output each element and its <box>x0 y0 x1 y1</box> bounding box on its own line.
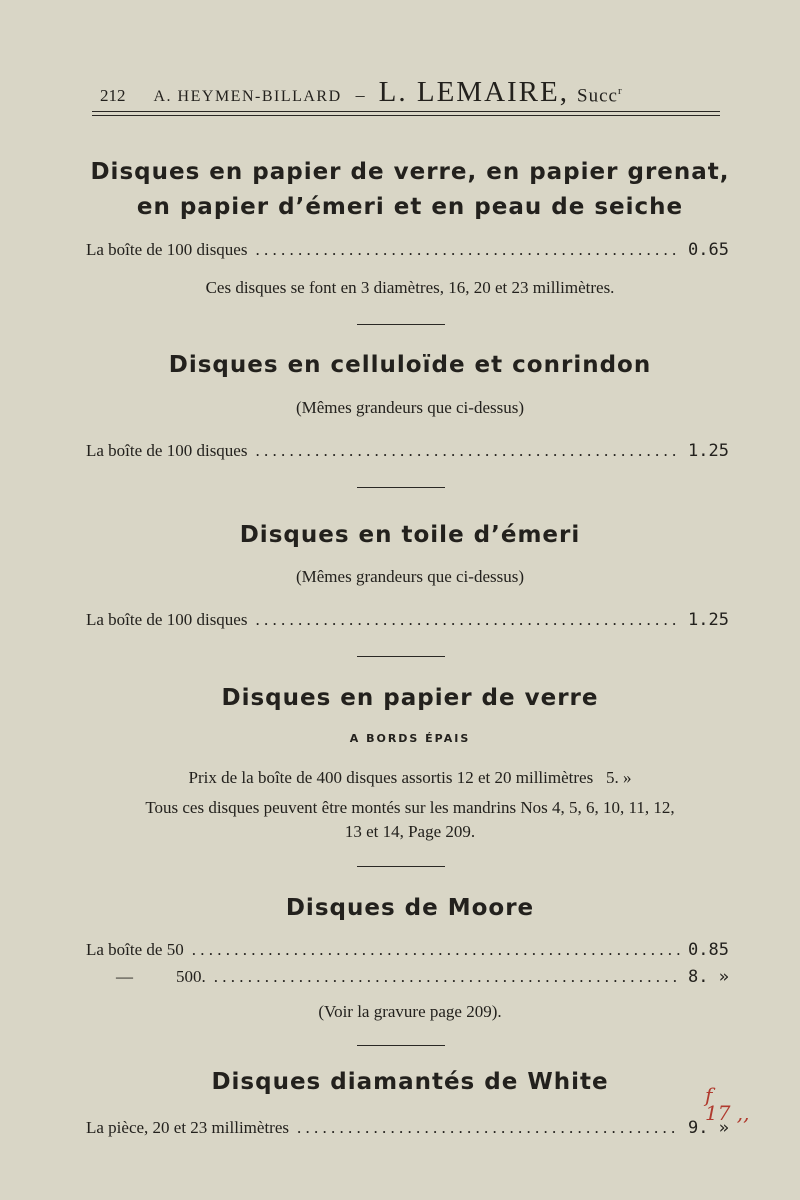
price-row <box>86 940 729 960</box>
header-rule <box>92 115 720 116</box>
header-succ <box>577 85 623 107</box>
leader-dots <box>297 1118 680 1138</box>
section-divider <box>357 1045 445 1046</box>
row-label: La pièce, 20 et 23 millimètres <box>86 1118 289 1137</box>
section-title: Disques en papier de verre, en papier grenat, <box>90 159 730 185</box>
row-price: 1.25 <box>688 610 729 630</box>
section-divider <box>357 324 445 325</box>
section-note: (Voir la gravure page 209). <box>318 1002 502 1021</box>
row-label: La boîte de 100 disques <box>86 610 248 629</box>
running-header <box>100 76 720 109</box>
section-title: en papier d’émeri et en peau de seiche <box>136 194 684 220</box>
header-separator: – <box>355 85 365 105</box>
row-price: 8. » <box>688 967 729 987</box>
row-price: 0.65 <box>688 240 729 260</box>
leader-dots <box>255 240 680 260</box>
section-divider <box>357 866 445 867</box>
row-label: 500. <box>176 967 206 986</box>
section-note: 13 et 14, Page 209. <box>344 822 476 841</box>
section-title: Disques en toile d’émeri <box>239 522 581 548</box>
price-line-text: Prix de la boîte de 400 disques assortis 12 et 20 millimètres <box>188 768 594 787</box>
price-row <box>86 240 729 260</box>
section-divider <box>357 656 445 657</box>
section-title: Disques diamantés de White <box>211 1069 609 1095</box>
leader-dots <box>255 610 680 630</box>
price-row <box>86 610 729 630</box>
section-subtitle: (Mêmes grandeurs que ci-dessus) <box>295 398 524 417</box>
row-label: La boîte de 100 disques <box>86 240 248 259</box>
row-price: 0.85 <box>688 940 729 960</box>
ditto-dash: — <box>116 967 133 986</box>
section-divider <box>357 487 445 488</box>
succ-text: Succ <box>577 85 618 106</box>
header-author: A. HEYMEN-BILLARD <box>153 88 342 105</box>
section-note: Tous ces disques peuvent être montés sur les mandrins Nos 4, 5, 6, 10, 11, 12, <box>145 798 675 817</box>
leader-dots <box>255 441 680 461</box>
price-row <box>86 1118 729 1138</box>
page-number: 212 <box>100 86 126 105</box>
handwritten-annotation: f 17 ,, <box>705 1083 750 1125</box>
price-row <box>86 967 729 987</box>
section-subtitle: (Mêmes grandeurs que ci-dessus) <box>295 567 524 586</box>
price-line <box>60 764 760 792</box>
section-title: Disques de Moore <box>285 895 535 921</box>
leader-dots <box>214 967 680 987</box>
leader-dots <box>192 940 680 960</box>
succ-superscript: r <box>617 84 623 97</box>
row-price: 1.25 <box>688 441 729 461</box>
row-label: La boîte de 100 disques <box>86 441 248 460</box>
price-line-value: 5. » <box>605 768 632 787</box>
row-label: La boîte de 50 <box>86 940 184 959</box>
row-price: 9. » <box>688 1118 729 1138</box>
price-row <box>86 441 729 461</box>
header-company: L. LEMAIRE, <box>378 76 569 108</box>
section-title: Disques en celluloïde et conrindon <box>168 352 652 378</box>
section-title: Disques en papier de verre <box>221 685 599 711</box>
section-subtitle: A BORDS ÉPAIS <box>349 732 471 745</box>
header-rule <box>92 111 720 112</box>
section-note: Ces disques se font en 3 diamètres, 16, 20 et 23 millimètres. <box>205 278 615 297</box>
